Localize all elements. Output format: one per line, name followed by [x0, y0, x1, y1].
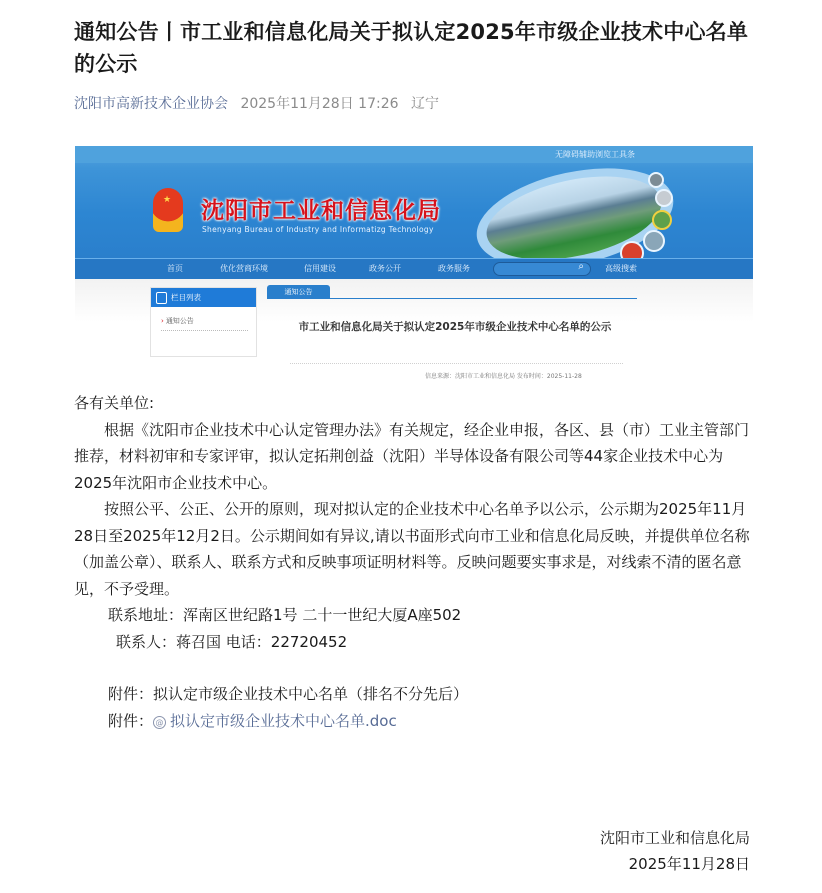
star-icon: ★ [163, 195, 172, 205]
nav-business-env[interactable]: 优化营商环境 [220, 264, 268, 273]
search-icon[interactable]: ⌕ [578, 261, 584, 272]
accessibility-toolbar-text: 无障碍辅助浏览工具条 [555, 150, 635, 159]
divider [290, 363, 623, 364]
attachment-title: 拟认定市级企业技术中心名单（排名不分先后） [153, 685, 469, 703]
salutation: 各有关单位: [74, 394, 155, 412]
signature-org: 沈阳市工业和信息化局 [599, 829, 750, 847]
publish-datetime: 2025年11月28日 17:26 [240, 96, 399, 112]
article-meta [74, 93, 447, 113]
site-banner [75, 146, 753, 258]
nav-gov-service[interactable]: 政务服务 [438, 264, 470, 273]
sidebar-box [150, 287, 257, 357]
site-content-area [75, 279, 753, 386]
sidebar-header-label: 栏目列表 [171, 293, 201, 302]
sidebar-item-label: 通知公告 [165, 317, 194, 325]
bureau-name-cn: 沈阳市工业和信息化局 [201, 198, 441, 224]
nav-credit[interactable]: 信用建设 [304, 264, 336, 273]
advanced-search-link[interactable]: 高级搜索 [605, 264, 637, 273]
site-article-title: 市工业和信息化局关于拟认定2025年市级企业技术中心名单的公示 [298, 321, 612, 333]
signature-block [600, 825, 750, 877]
sidebar-header [151, 288, 256, 307]
contact-person: 联系人：蒋召国 电话：22720452 [116, 632, 348, 651]
link-icon: @ [153, 716, 166, 729]
bureau-name-en: Shenyang Bureau of Industry and Informatizg Technology [202, 225, 434, 234]
site-search-input[interactable] [493, 262, 591, 276]
attachment-file-link[interactable] [153, 712, 397, 730]
photo-bubble [648, 172, 664, 188]
author-link[interactable]: 沈阳市高新技术企业协会 [74, 96, 228, 112]
attachment-label: 附件： [108, 711, 154, 730]
tab-notice[interactable]: 通知公告 [267, 285, 330, 299]
nav-gov-open[interactable]: 政务公开 [369, 264, 401, 273]
sidebar-item-notice[interactable] [161, 316, 248, 331]
photo-bubble [655, 189, 673, 207]
article-body [74, 390, 754, 734]
banner-topbar [75, 146, 753, 163]
list-icon [156, 292, 167, 304]
spacer [74, 655, 754, 681]
site-nav [75, 258, 753, 279]
chevron-right-icon: › [161, 317, 164, 325]
contact-address: 联系地址：浑南区世纪路1号 二十一世纪大厦A座502 [108, 606, 462, 624]
article-title: 通知公告丨市工业和信息化局关于拟认定2025年市级企业技术中心名单的公示 [74, 20, 749, 76]
attachment-line-1 [74, 681, 754, 708]
paragraph-2: 按照公平、公正、公开的原则，现对拟认定的企业技术中心名单予以公示，公示期为2025年11月28日至2025年12月2日。公示期间如有异议,请以书面形式向市工业和信息化局反映，并提供单位名称（加盖公章）、联系人、联系方式和反映事项证明材料等。反映问题要实事求是，对线索不清的匿名意见，不予受理。 [74, 500, 750, 598]
attachment-file-name: 拟认定市级企业技术中心名单.doc [170, 711, 397, 730]
nav-home[interactable]: 首页 [167, 264, 183, 273]
attachment-label: 附件： [108, 685, 154, 703]
photo-bubble [643, 230, 665, 252]
banner-screenshot-image [75, 146, 753, 386]
attachment-line-2 [74, 708, 754, 735]
paragraph-1: 根据《沈阳市企业技术中心认定管理办法》有关规定，经企业申报，各区、县（市）工业主管部门推荐，材料初审和专家评审，拟认定拓荆创益（沈阳）半导体设备有限公司等44家企业技术中心为2025年沈阳市企业技术中心。 [74, 420, 750, 492]
site-article-source: 信息来源：沈阳市工业和信息化局 发布时间：2025-11-28 [425, 373, 582, 380]
photo-bubble [652, 210, 672, 230]
signature-date: 2025年11月28日 [628, 855, 750, 873]
publish-location: 辽宁 [410, 96, 439, 112]
